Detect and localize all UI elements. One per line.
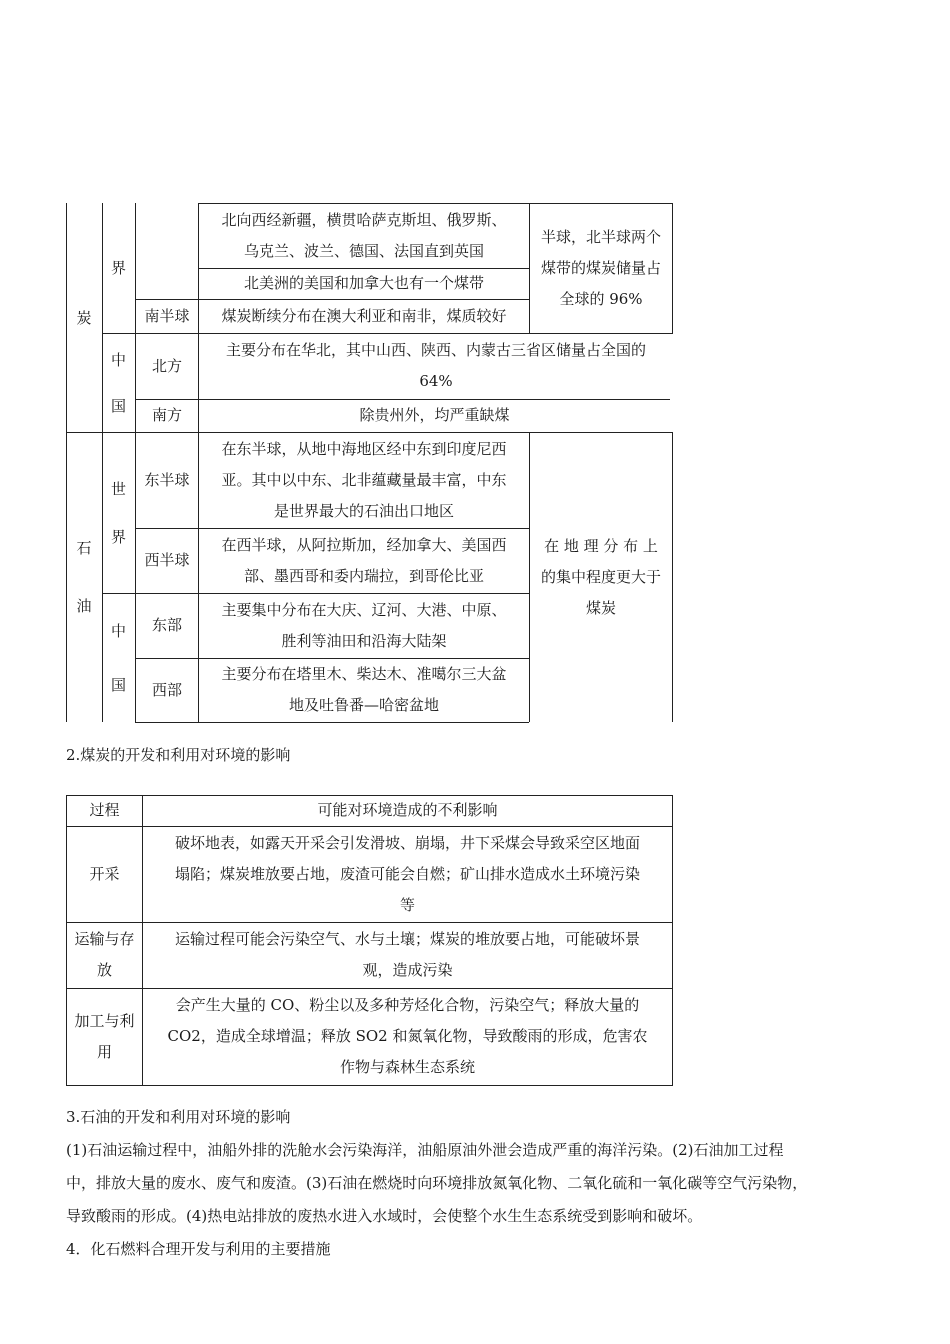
coal-world-label bbox=[102, 203, 135, 333]
text-line: 西半球 bbox=[144, 551, 190, 569]
text-line: 过程 bbox=[89, 801, 120, 819]
text-line: 世 bbox=[110, 479, 126, 498]
row-processing-impact bbox=[143, 988, 672, 1085]
text-line: 可能对环境造成的不利影响 bbox=[317, 801, 498, 819]
oil-east-part-text bbox=[199, 593, 529, 658]
coal-north-hemisphere-text bbox=[199, 203, 529, 268]
text-line: 西部 bbox=[151, 680, 182, 699]
text-line: 用 bbox=[96, 1042, 112, 1061]
text-line: 东部 bbox=[151, 616, 182, 634]
coal-world-label-char: 界 bbox=[110, 259, 126, 277]
oil-west-text bbox=[199, 528, 529, 593]
text-line: 煤炭 bbox=[585, 598, 616, 617]
text-line: 胜利等油田和沿海大陆架 bbox=[281, 631, 447, 650]
text-line: 放 bbox=[96, 961, 112, 979]
text-line: 塌陷；煤炭堆放要占地，废渣可能会自燃；矿山排水造成水土环境污染 bbox=[174, 864, 640, 883]
row-transport-impact bbox=[143, 922, 672, 988]
text-line: 界 bbox=[110, 527, 126, 546]
oil-west-part-label bbox=[136, 658, 198, 722]
section3-heading: 3.石油的开发和利用对环境的影响 bbox=[66, 1108, 291, 1126]
text-line: 半球，北半球两个 bbox=[540, 227, 661, 246]
text-line: 加工与利 bbox=[74, 1011, 135, 1030]
header-impact bbox=[143, 795, 672, 826]
oil-west-label bbox=[136, 528, 198, 593]
row-mining-process bbox=[67, 826, 142, 922]
text-line: 在 地 理 分 布 上 bbox=[544, 536, 658, 555]
text-line: 北向西经新疆，横贯哈萨克斯坦、俄罗斯、 bbox=[221, 210, 507, 229]
text-line: 北方 bbox=[151, 356, 182, 375]
section3-line: 导致酸雨的形成。(4)热电站排放的废热水进入水域时，会使整个水生生态系统受到影响和破坏。 bbox=[66, 1207, 703, 1225]
text-line: 煤炭断续分布在澳大利亚和南非，煤质较好 bbox=[221, 306, 507, 325]
text-line: 油 bbox=[76, 597, 92, 615]
text-line: CO2，造成全球增温；释放 SO2 和氮氧化物，导致酸雨的形成，危害农 bbox=[167, 1027, 648, 1045]
grid-line bbox=[672, 795, 673, 1085]
text-line: 除贵州外，均严重缺煤 bbox=[359, 406, 510, 424]
text-line: 等 bbox=[399, 895, 415, 914]
text-line: 亚。其中以中东、北非蕴藏量最丰富，中东 bbox=[221, 470, 507, 489]
section3-line: 中，排放大量的废水、废气和废渣。(3)石油在燃烧时向环境排放氮氧化物、二氧化硫和一氧化碳等空气污染物， bbox=[66, 1174, 808, 1192]
coal-world-summary bbox=[530, 203, 672, 333]
grid-line bbox=[135, 722, 529, 723]
row-transport-process bbox=[67, 922, 142, 988]
text-line: 煤带的煤炭储量占 bbox=[540, 258, 661, 277]
text-line: 石 bbox=[76, 539, 92, 557]
text-line: 作物与森林生态系统 bbox=[339, 1058, 475, 1076]
coal-label-char: 炭 bbox=[76, 308, 92, 327]
coal-china-label bbox=[102, 333, 135, 432]
text-line: 东半球 bbox=[144, 470, 190, 489]
oil-label bbox=[66, 432, 102, 722]
text-line: 主要分布在华北，其中山西、陕西、内蒙古三省区储量占全国的 bbox=[225, 341, 646, 359]
text-line: 地及吐鲁番—哈密盆地 bbox=[288, 696, 439, 714]
row-processing-process bbox=[67, 988, 142, 1085]
grid-line bbox=[66, 1085, 673, 1086]
section2-heading: 2.煤炭的开发和利用对环境的影响 bbox=[66, 746, 291, 764]
text-line: 观，造成污染 bbox=[362, 961, 453, 979]
text-line: 国 bbox=[110, 396, 126, 415]
text-line: 全球的 96% bbox=[559, 289, 643, 308]
text-line: 是世界最大的石油出口地区 bbox=[273, 501, 454, 520]
text-line: 64% bbox=[419, 372, 453, 390]
header-process bbox=[67, 795, 142, 826]
coal-label bbox=[66, 203, 102, 432]
text-line: 部、墨西哥和委内瑞拉，到哥伦比亚 bbox=[243, 566, 484, 585]
text-line: 在东半球，从地中海地区经中东到印度尼西 bbox=[221, 439, 507, 458]
text-line: 主要集中分布在大庆、辽河、大港、中原、 bbox=[221, 600, 507, 619]
text-line: 主要分布在塔里木、柴达木、准噶尔三大盆 bbox=[221, 665, 507, 683]
grid-line bbox=[672, 203, 673, 333]
text-line: 运输与存 bbox=[74, 930, 135, 948]
text-line: 在西半球，从阿拉斯加，经加拿大、美国西 bbox=[221, 535, 507, 554]
oil-east-label bbox=[136, 432, 198, 528]
oil-summary bbox=[530, 432, 672, 722]
grid-line bbox=[672, 432, 673, 722]
oil-east-part-label bbox=[136, 593, 198, 658]
coal-north-label bbox=[136, 333, 198, 399]
text-line: 的集中程度更大于 bbox=[540, 567, 661, 586]
text-line: 国 bbox=[110, 675, 126, 694]
coal-north-text bbox=[199, 333, 673, 399]
text-line: 南方 bbox=[151, 406, 182, 424]
text-line: 南半球 bbox=[144, 306, 190, 325]
text-line: 会产生大量的 CO、粉尘以及多种芳烃化合物，污染空气；释放大量的 bbox=[175, 996, 640, 1014]
coal-south-text bbox=[199, 399, 670, 432]
coal-south-hemisphere-text bbox=[199, 299, 529, 333]
coal-south-hemisphere-label bbox=[136, 299, 198, 333]
text-line: 中 bbox=[110, 621, 126, 640]
section3-line: (1)石油运输过程中，油船外排的洗舱水会污染海洋，油船原油外泄会造成严重的海洋污染。(2)石油加工过程 bbox=[66, 1141, 784, 1159]
text-line: 运输过程可能会污染空气、水与土壤；煤炭的堆放要占地，可能破坏景 bbox=[174, 930, 640, 948]
coal-south-label bbox=[136, 399, 198, 432]
oil-west-part-text bbox=[199, 658, 529, 722]
text-line: 破坏地表，如露天开采会引发滑坡、崩塌，井下采煤会导致采空区地面 bbox=[174, 833, 640, 852]
text-line: 中 bbox=[110, 350, 126, 369]
oil-east-text bbox=[199, 432, 529, 528]
row-mining-impact bbox=[143, 826, 672, 922]
text-line: 北美洲的美国和加拿大也有一个煤带 bbox=[243, 274, 484, 292]
coal-north-america-text bbox=[199, 268, 529, 299]
oil-world-label bbox=[102, 432, 135, 593]
section4-heading: 4．化石燃料合理开发与利用的主要措施 bbox=[66, 1240, 331, 1258]
text-line: 乌克兰、波兰、德国、法国直到英国 bbox=[243, 241, 484, 260]
oil-china-label bbox=[102, 593, 135, 722]
text-line: 开采 bbox=[89, 864, 120, 883]
